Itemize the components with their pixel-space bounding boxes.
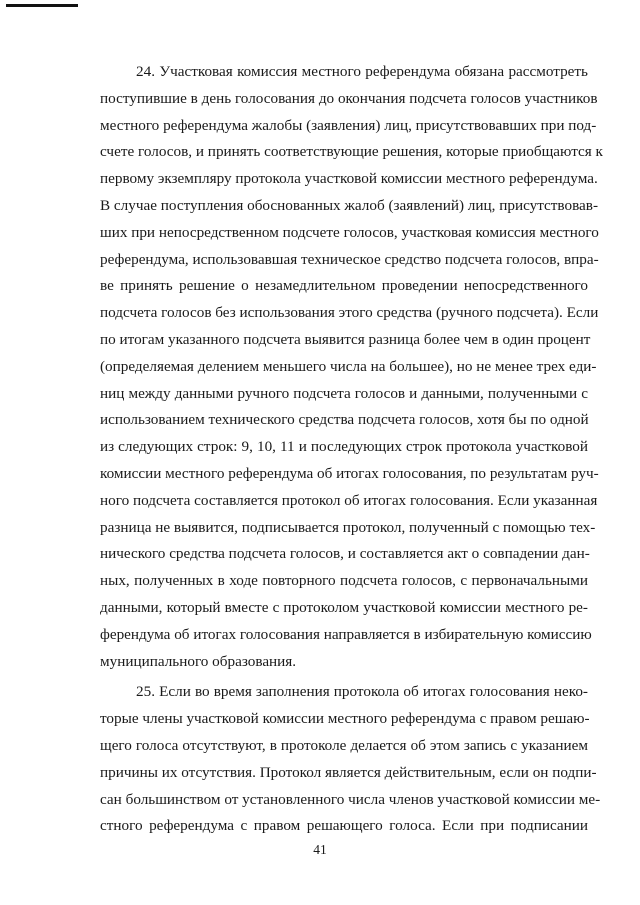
- text-line: ших при непосредственном подсчете голосов, участковая комиссия местного: [100, 223, 599, 241]
- text-line: сан большинством от установленного числа членов участковой комиссии ме-: [100, 790, 601, 808]
- text-line: 25. Если во время заполнения протокола об итогах голосования неко-: [136, 683, 588, 701]
- text-line: торые члены участковой комиссии местного референдума с правом решаю-: [100, 710, 590, 728]
- top-rule: [6, 4, 78, 7]
- text-line: данными, который вместе с протоколом участковой комиссии местного ре-: [100, 598, 588, 616]
- text-line: ве принять решение о незамедлительном проведении непосредственного: [100, 277, 588, 295]
- paragraph-24: [100, 59, 603, 675]
- text-line: комиссии местного референдума об итогах голосования, по результатам руч-: [100, 464, 599, 482]
- text-line: счете голосов, и принять соответствующие решения, которые приобщаются к: [100, 143, 603, 161]
- paragraph-25: [100, 679, 601, 840]
- text-line: причины их отсутствия. Протокол является действительным, если он подпи-: [100, 763, 597, 781]
- text-line: муниципального образования.: [100, 652, 297, 670]
- text-line: подсчета голосов без использования этого средства (ручного подсчета). Если: [100, 304, 599, 322]
- text-line: первому экземпляру протокола участковой комиссии местного референдума.: [100, 170, 598, 188]
- text-line: по итогам указанного подсчета выявится разница более чем в один процент: [100, 330, 591, 348]
- text-line: В случае поступления обоснованных жалоб (заявлений) лиц, присутствовав-: [100, 196, 599, 214]
- text-line: (определяемая делением меньшего числа на большее), но не менее трех еди-: [100, 357, 597, 375]
- text-line: ных, полученных в ходе повторного подсчета голосов, с первоначальными: [100, 572, 588, 590]
- text-line: местного референдума жалобы (заявления) лиц, присутствовавших при под-: [100, 116, 597, 134]
- text-line: ферендума об итогах голосования направляется в избирательную комиссию: [100, 625, 592, 643]
- text-line: из следующих строк: 9, 10, 11 и последующих строк протокола участковой: [100, 438, 588, 456]
- text-line: 24. Участковая комиссия местного референдума обязана рассмотреть: [136, 63, 588, 80]
- text-line: использованием технического средства подсчета голосов, хотя бы по одной: [100, 411, 589, 429]
- page-number: 41: [313, 842, 327, 857]
- text-line: ниц между данными ручного подсчета голосов и данными, полученными с: [100, 384, 588, 402]
- text-line: ного подсчета составляется протокол об итогах голосования. Если указанная: [100, 491, 598, 509]
- text-line: референдума, использовавшая техническое средство подсчета голосов, впра-: [100, 250, 599, 268]
- text-line: разница не выявится, подписывается протокол, полученный с помощью тех-: [100, 518, 596, 536]
- document-body: [100, 59, 603, 840]
- text-line: стного референдума с правом решающего голоса. Если при подписании: [100, 817, 588, 835]
- text-line: поступившие в день голосования до окончания подсчета голосов участников: [100, 89, 598, 107]
- text-line: щего голоса отсутствуют, в протоколе делается об этом запись с указанием: [100, 736, 588, 754]
- text-line: нического средства подсчета голосов, и составляется акт о совпадении дан-: [100, 545, 590, 563]
